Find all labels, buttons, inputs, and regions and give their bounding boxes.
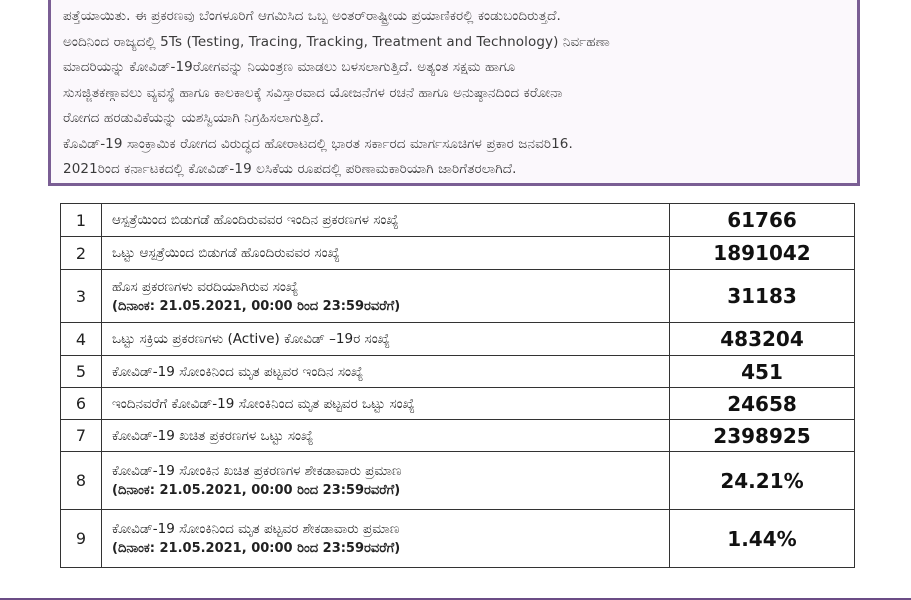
row-description: ಕೋವಿಡ್-19 ಸೋಂಕಿನಿಂದ ಮೃತ ಪಟ್ಟವರ ಇಂದಿನ ಸಂಖ್ಯೆ bbox=[102, 356, 670, 388]
table-row bbox=[61, 420, 855, 452]
row-value: 2398925 bbox=[670, 420, 855, 452]
row-number: 5 bbox=[61, 356, 102, 388]
table-row bbox=[61, 323, 855, 356]
row-number: 9 bbox=[61, 510, 102, 568]
intro-line: ಪತ್ತೆಯಾಯಿತು. ಈ ಪ್ರಕರಣವು ಬೆಂಗಳೂರಿಗೆ ಆಗಮಿಸಿದ ಒಬ್ಬ ಅಂತರ್‌ರಾಷ್ಟ್ರೀಯ ಪ್ರಯಾಣಿಕರಲ್ಲಿ ಕಂಡುಬಂದಿರುತ್ತದೆ. bbox=[63, 8, 561, 24]
table-row bbox=[61, 452, 855, 510]
intro-line: ಅಂದಿನಿಂದ ರಾಜ್ಯದಲ್ಲಿ 5Ts (Testing, Tracing, Tracking, Treatment and Technology) ನಿರ್ವಹಣಾ bbox=[63, 33, 610, 50]
intro-line: ಕೊವಿಡ್-19 ಸಾಂಕ್ರಾಮಿಕ ರೋಗದ ವಿರುದ್ಧದ ಹೋರಾಟದಲ್ಲಿ ಭಾರತ ಸರ್ಕಾರದ ಮಾರ್ಗಸೂಚಿಗಳ ಪ್ರಕಾರ ಜನವರಿ16. bbox=[63, 135, 573, 152]
row-number: 4 bbox=[61, 323, 102, 356]
table-row bbox=[61, 270, 855, 323]
table-row bbox=[61, 510, 855, 568]
intro-line: ಸುಸಜ್ಜಿತಕಣ್ಗಾವಲು ವ್ಯವಸ್ಥೆ ಹಾಗೂ ಕಾಲಕಾಲಕ್ಕೆ ಸವಿಸ್ತಾರವಾದ ಯೋಜನೆಗಳ ರಚನೆ ಹಾಗೂ ಅನುಷ್ಠಾನದಿಂದ ಕರೋನಾ bbox=[63, 84, 563, 101]
row-description bbox=[102, 270, 670, 323]
row-value: 61766 bbox=[670, 204, 855, 237]
row-date-range: (ದಿನಾಂಕ: 21.05.2021, 00:00 ರಿಂದ 23:59ರವರೆಗೆ) bbox=[112, 298, 401, 314]
row-number: 6 bbox=[61, 388, 102, 420]
table-row bbox=[61, 237, 855, 270]
table-row bbox=[61, 204, 855, 237]
row-value: 1891042 bbox=[670, 237, 855, 270]
row-description bbox=[102, 510, 670, 568]
row-value: 31183 bbox=[670, 270, 855, 323]
row-description: ಇಂದಿನವರೆಗೆ ಕೋವಿಡ್-19 ಸೋಂಕಿನಿಂದ ಮೃತ ಪಟ್ಟವರ ಒಟ್ಟು ಸಂಖ್ಯೆ bbox=[102, 388, 670, 420]
row-number: 2 bbox=[61, 237, 102, 270]
row-description-text: ಕೋವಿಡ್-19 ಸೋಂಕಿನಿಂದ ಮೃತ ಪಟ್ಟವರ ಶೇಕಡಾವಾರು ಪ್ರಮಾಣ bbox=[112, 521, 400, 537]
row-number: 3 bbox=[61, 270, 102, 323]
row-number: 1 bbox=[61, 204, 102, 237]
row-number: 8 bbox=[61, 452, 102, 510]
intro-text-box bbox=[48, 0, 860, 186]
row-value: 24.21% bbox=[670, 452, 855, 510]
row-value: 1.44% bbox=[670, 510, 855, 568]
row-description bbox=[102, 452, 670, 510]
row-description: ಒಟ್ಟು ಆಸ್ಪತ್ರೆಯಿಂದ ಬಿಡುಗಡೆ ಹೊಂದಿರುವವರ ಸಂಖ್ಯೆ bbox=[102, 237, 670, 270]
row-description: ಕೋವಿಡ್-19 ಖಚಿತ ಪ್ರಕರಣಗಳ ಒಟ್ಟು ಸಂಖ್ಯೆ bbox=[102, 420, 670, 452]
row-date-range: (ದಿನಾಂಕ: 21.05.2021, 00:00 ರಿಂದ 23:59ರವರೆಗೆ) bbox=[112, 541, 401, 556]
table-row bbox=[61, 356, 855, 388]
intro-line: 2021ರಿಂದ ಕರ್ನಾಟಕದಲ್ಲಿ ಕೋವಿಡ್-19 ಲಸಿಕೆಯ ರೂಪದಲ್ಲಿ ಪರಿಣಾಮಕಾರಿಯಾಗಿ ಜಾರಿಗೆತರಲಾಗಿದೆ. bbox=[63, 161, 517, 177]
row-description-text: ಕೋವಿಡ್-19 ಸೋಂಕಿನ ಖಚಿತ ಪ್ರಕರಣಗಳ ಶೇಕಡಾವಾರು ಪ್ರಮಾಣ bbox=[112, 463, 402, 479]
row-description: ಒಟ್ಟು ಸಕ್ರಿಯ ಪ್ರಕರಣಗಳು (Active) ಕೋವಿಡ್ –19ರ ಸಂಖ್ಯೆ bbox=[102, 323, 670, 356]
row-value: 451 bbox=[670, 356, 855, 388]
row-description-text: ಹೊಸ ಪ್ರಕರಣಗಳು ವರದಿಯಾಗಿರುವ ಸಂಖ್ಯೆ bbox=[112, 278, 299, 295]
table-row bbox=[61, 388, 855, 420]
covid-statistics-table bbox=[60, 203, 855, 568]
row-value: 483204 bbox=[670, 323, 855, 356]
intro-line: ಮಾದರಿಯನ್ನು ಕೋವಿಡ್-19ರೋಗವನ್ನು ನಿಯಂತ್ರಣ ಮಾಡಲು ಬಳಸಲಾಗುತ್ತಿದೆ. ಅತ್ಯಂತ ಸಕ್ಷಮ ಹಾಗೂ bbox=[63, 59, 516, 75]
row-number: 7 bbox=[61, 420, 102, 452]
intro-line: ರೋಗದ ಹರಡುವಿಕೆಯನ್ನು ಯಶಸ್ವಿಯಾಗಿ ನಿಗ್ರಹಿಸಲಾಗುತ್ತಿದೆ. bbox=[63, 110, 324, 126]
row-description: ಆಸ್ಪತ್ರೆಯಿಂದ ಬಿಡುಗಡೆ ಹೊಂದಿರುವವರ ಇಂದಿನ ಪ್ರಕರಣಗಳ ಸಂಖ್ಯೆ bbox=[102, 204, 670, 237]
row-value: 24658 bbox=[670, 388, 855, 420]
row-date-range: (ದಿನಾಂಕ: 21.05.2021, 00:00 ರಿಂದ 23:59ರವರೆಗೆ) bbox=[112, 483, 401, 498]
